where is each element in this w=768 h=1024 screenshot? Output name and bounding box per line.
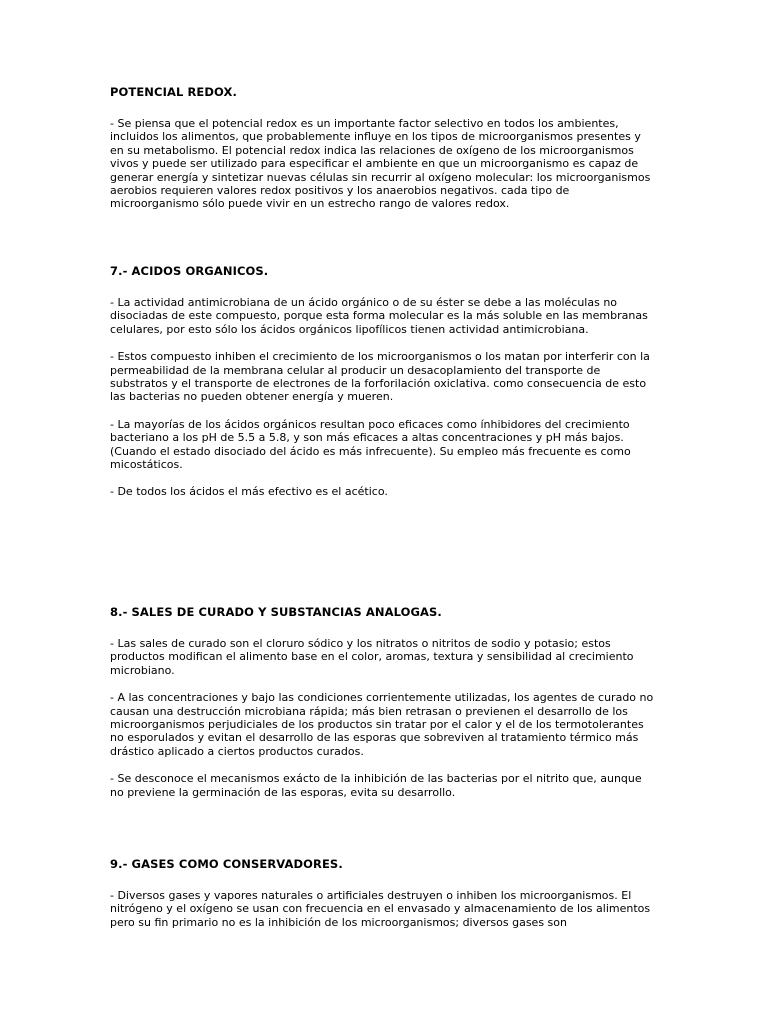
paragraph: - De todos los ácidos el más efectivo es el acético. (110, 485, 388, 499)
paragraph: - La actividad antimicrobiana de un ácido orgánico o de su éster se debe a las moléculas no disociadas de este compuesto, porque esta forma molecular es la más soluble en las membranas celulares, por esto sólo los ácidos orgánicos lipofílicos tienen actividad antimicrobiana. (110, 296, 648, 336)
paragraph: - Se piensa que el potencial redox es un importante factor selectivo en todos los ambientes, incluidos los alimentos, que probablemente influye en los tipos de microorganismos presentes y en su metabolismo. El potencial redox indica las relaciones de oxígeno de los microorganismos vivos y puede ser utilizado para especificar el ambiente en que un microorganismo es capaz de generar energía y sintetizar nuevas células sin recurrir al oxígeno molecular: los microorganismos aerobios requieren valores redox positivos y los anaerobios negativos. cada tipo de microorganismo sólo puede vivir en un estrecho rango de valores redox. (110, 117, 651, 211)
paragraph: - Las sales de curado son el cloruro sódico y los nitratos o nitritos de sodio y potasio; estos productos modifican el alimento base en el color, aromas, textura y sensibilidad al crecimiento microbiano. (110, 637, 634, 677)
paragraph: - Estos compuesto inhiben el crecimiento de los microorganismos o los matan por interferir con la permeabilidad de la membrana celular al producir un desacoplamiento del transporte de substratos y el transporte de electrones de la forforilación oxiclativa. como consecuencia de esto las bacterias no pueden obtener energía y mueren. (110, 350, 650, 404)
paragraph: - Diversos gases y vapores naturales o artificiales destruyen o inhiben los microorganismos. El nitrógeno y el oxígeno se usan con frecuencia en el envasado y almacenamiento de los alimentos pero su fin primario no es la inhibición de los microorganismos; diversos gases son (110, 889, 651, 929)
section-potencial-redox (110, 85, 658, 225)
paragraph: - A las concentraciones y bajo las condiciones corrientemente utilizadas, los agentes de curado no causan una destrucción microbiana rápida; más bien retrasan o previenen el desarrollo de los microorganismos perjudiciales de los productos sin tratar por el calor y el de los termotolerantes no esporulados y evitan el desarrollo de las esporas que sobreviven al tratamiento térmico más drástico aplicado a ciertos productos curados. (110, 691, 654, 758)
section-heading: 7.- ACIDOS ORGANICOS. (110, 264, 269, 278)
section-sales-de-curado (110, 605, 658, 813)
section-heading: 8.- SALES DE CURADO Y SUBSTANCIAS ANALOGAS. (110, 605, 442, 619)
section-heading: 9.- GASES COMO CONSERVADORES. (110, 857, 343, 871)
paragraph: - Se desconoce el mecanismos exácto de la inhibición de las bacterias por el nitrito que, aunque no previene la germinación de las esporas, evita su desarrollo. (110, 772, 642, 799)
section-heading: POTENCIAL REDOX. (110, 85, 237, 99)
paragraph: - La mayorías de los ácidos orgánicos resultan poco eficaces como ínhibidores del crecimiento bacteriano a los pH de 5.5 a 5.8, y son más eficaces a altas concentraciones y pH más bajos. (Cuando el estado disociado del ácido es más infrecuente). Su empleo más frecuente es como micostáticos. (110, 417, 631, 472)
section-acidos-organicos (110, 264, 658, 513)
section-gases-conservadores (110, 857, 658, 943)
